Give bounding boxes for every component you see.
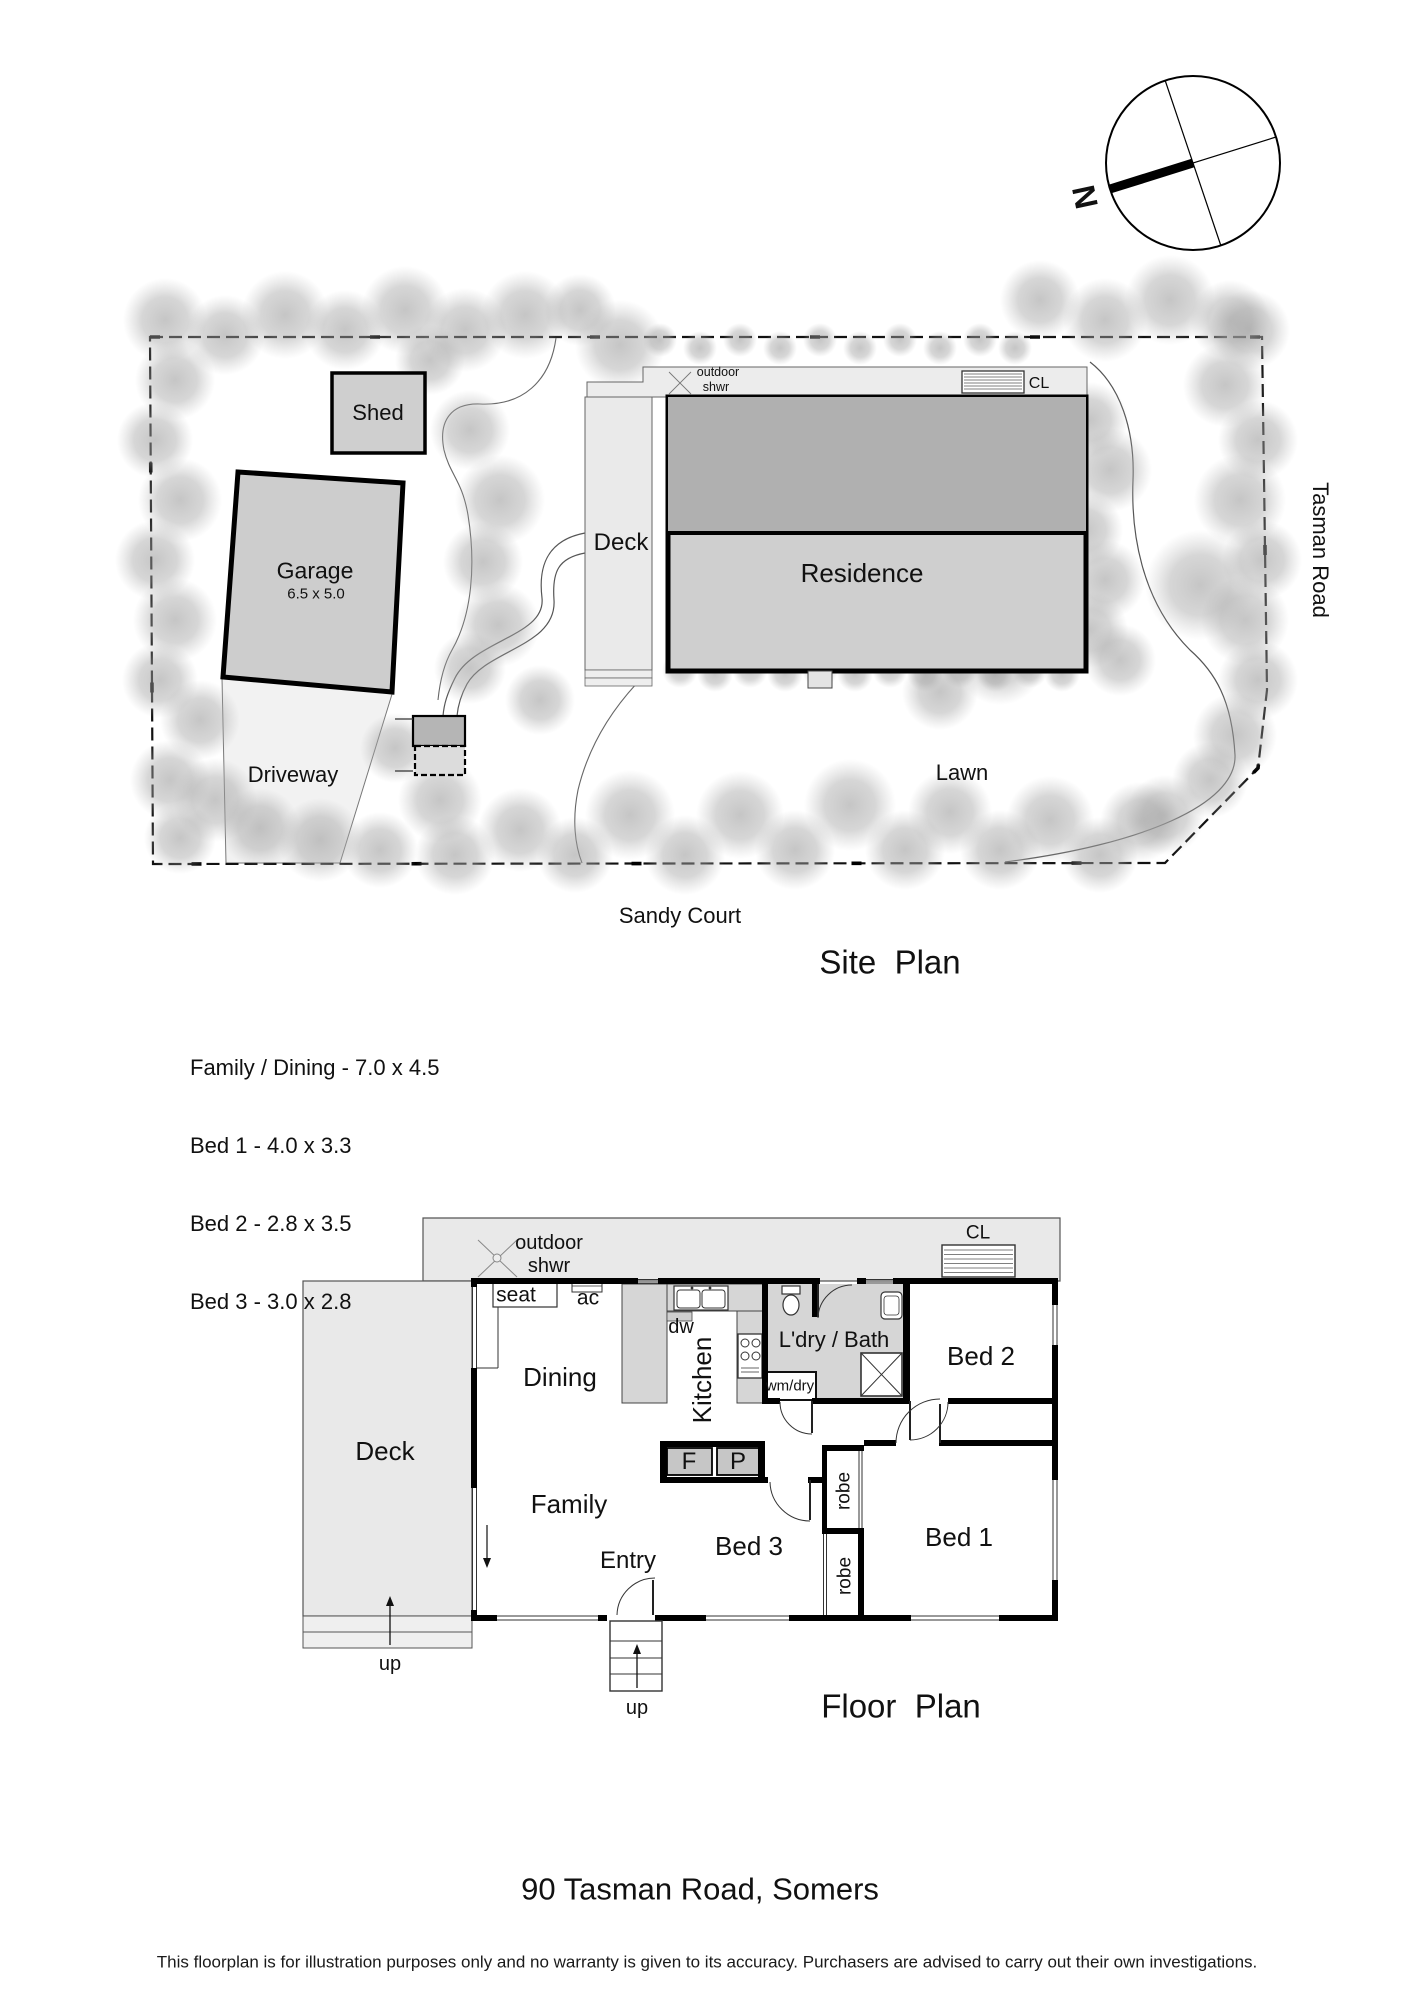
washer-dryer-label: wm/dry: [765, 1377, 815, 1395]
dimension-line: Family / Dining - 7.0 x 4.5: [190, 1055, 440, 1080]
floor-clothesline-label: CL: [965, 1222, 991, 1244]
bed3-label: Bed 3: [715, 1531, 783, 1561]
dimension-line: Bed 3 - 3.0 x 2.8: [190, 1289, 352, 1314]
robe-lower-label: robe: [834, 1556, 856, 1596]
floor-deck-label: Deck: [355, 1436, 415, 1466]
floor-plan-title: Floor Plan: [821, 1687, 981, 1725]
site-clothesline-label: CL: [1028, 375, 1050, 392]
floor-outdoor-shower-label-2: shwr: [527, 1255, 571, 1277]
floor-outdoor-shower-label-1: outdoor: [515, 1232, 583, 1254]
site-porch-step: [808, 671, 832, 688]
kitchen-label: Kitchen: [687, 1336, 717, 1424]
site-residence-label: Residence: [800, 558, 924, 588]
robe-upper-label: robe: [833, 1471, 855, 1511]
street-tasman-road-label: Tasman Road: [1308, 482, 1333, 618]
north-compass: [1106, 76, 1280, 250]
site-outdoor-shower-label-2: shwr: [702, 379, 730, 394]
dishwasher-label: dw: [668, 1316, 694, 1338]
seat-label: seat: [496, 1283, 536, 1307]
dimension-line: Bed 1 - 4.0 x 3.3: [190, 1133, 352, 1158]
bed2-label: Bed 2: [947, 1341, 1015, 1371]
property-address: 90 Tasman Road, Somers: [521, 1871, 879, 1907]
site-garage-label: Garage: [276, 557, 354, 584]
family-label: Family: [530, 1489, 608, 1519]
bed1-label: Bed 1: [925, 1522, 993, 1552]
site-plan-title: Site Plan: [819, 943, 961, 981]
site-shed-label: Shed: [352, 400, 404, 425]
dimension-line: Bed 2 - 2.8 x 3.5: [190, 1211, 352, 1236]
laundry-bath-label: L'dry / Bath: [778, 1327, 890, 1352]
site-garage-size-label: 6.5 x 5.0: [287, 585, 345, 603]
site-lawn-label: Lawn: [935, 760, 989, 785]
site-clothesline: [962, 371, 1024, 393]
ac-label: ac: [576, 1286, 600, 1310]
street-sandy-court-label: Sandy Court: [618, 903, 742, 928]
entry-label: Entry: [599, 1547, 657, 1574]
dining-label: Dining: [523, 1362, 597, 1392]
disclaimer-text: This floorplan is for illustration purposes only and no warranty is given to its accuracy. Purchasers are advised to carry out their own investigations.: [156, 1952, 1258, 1972]
site-deck-label: Deck: [593, 529, 649, 556]
fridge-label: F: [681, 1448, 697, 1475]
up-deck-label: up: [378, 1653, 402, 1675]
room-dimensions-list: [190, 1003, 439, 1367]
north-label: N: [1064, 181, 1106, 213]
up-entry-label: up: [625, 1697, 649, 1719]
site-outdoor-shower-label-1: outdoor: [696, 364, 740, 379]
pantry-label: P: [729, 1448, 747, 1475]
site-driveway-label: Driveway: [247, 762, 339, 787]
